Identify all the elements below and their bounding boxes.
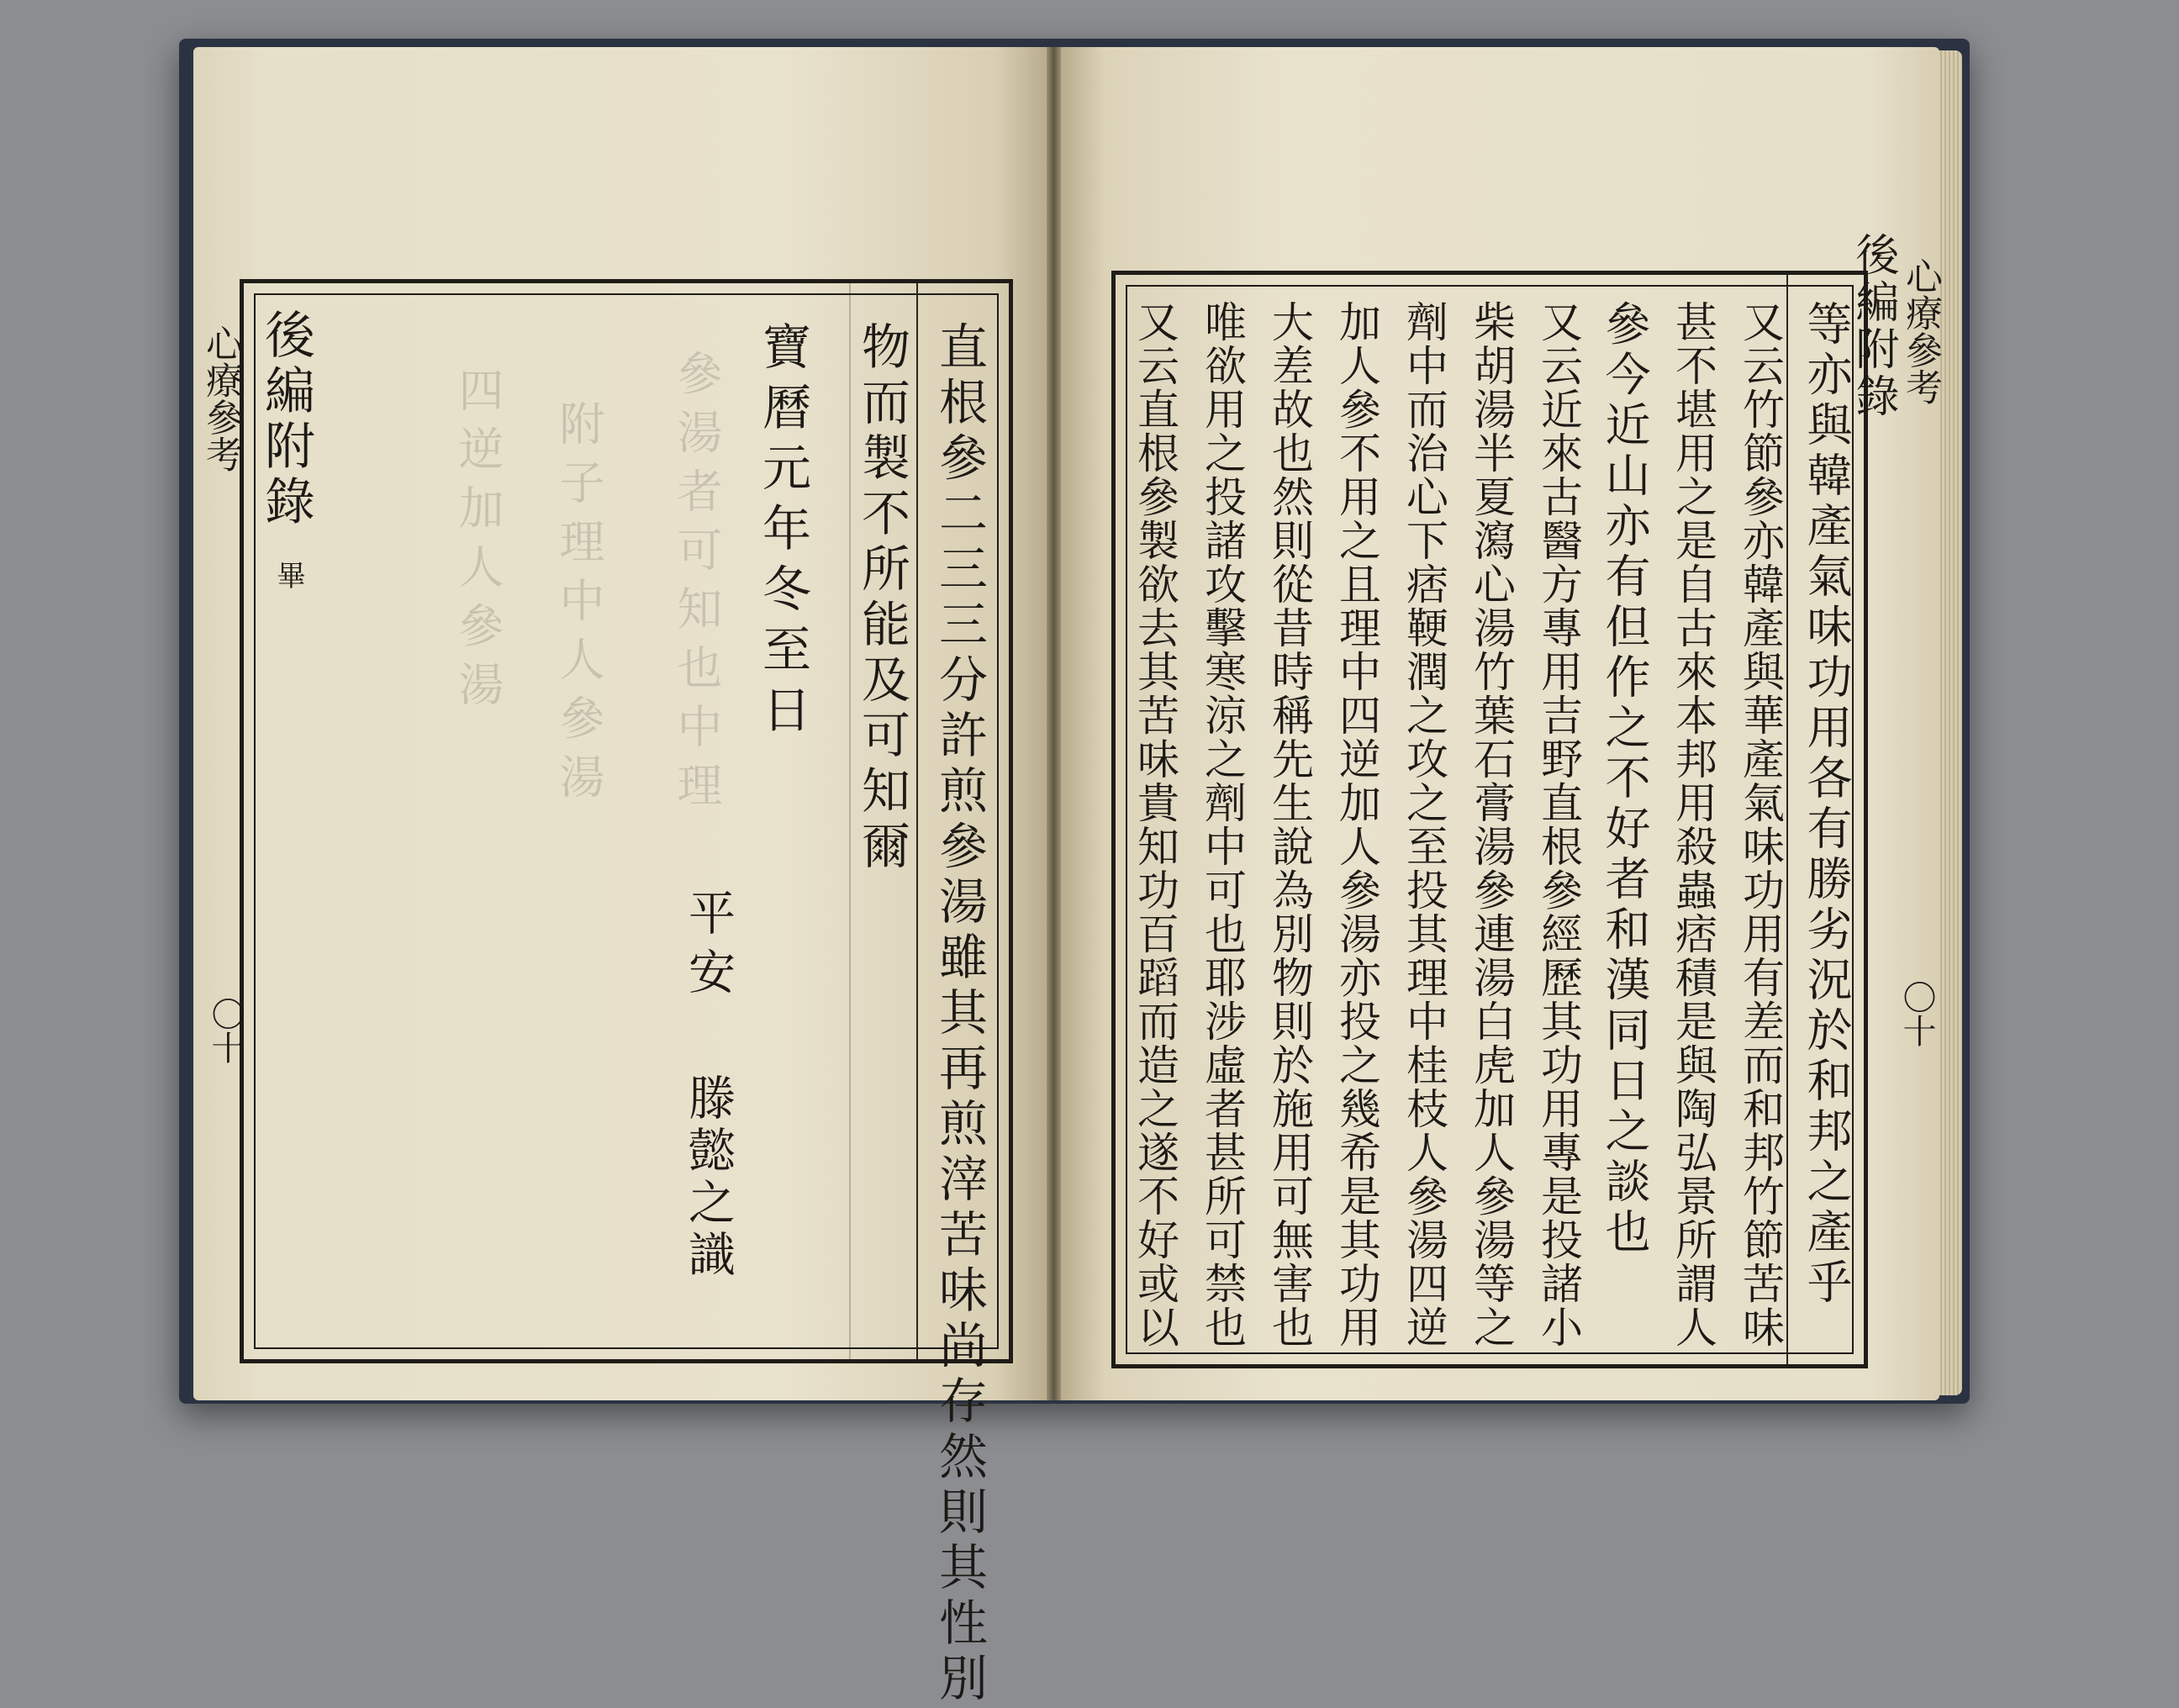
body-column-9: 大差故也然則從昔時稱先生說為別物則於施用可無害也 [1265,300,1314,1349]
page-heading: 後編附錄 [1848,232,1898,420]
column-rule [916,283,918,1359]
date-line: 寶曆元年冬至日 [754,321,811,745]
place-name: 平安 [681,888,736,1006]
bleed-through-text: 參湯者可知也中理 [670,350,723,820]
leaf-number: 〇十 [206,997,245,1064]
right-page [1061,47,1942,1400]
fore-edge-title: 心療參考 [1899,257,1942,405]
body-column-6: 柴胡湯半夏瀉心湯竹葉石膏湯參連湯白虎加人參湯等之 [1467,300,1516,1349]
appendix-title: 後編附錄 [256,308,315,530]
body-column-10: 唯欲用之投諸攻擊寒涼之劑中可也耶涉虛者甚所可禁也 [1198,300,1247,1349]
column-rule [1786,275,1788,1364]
left-page [193,47,1047,1708]
body-column-11: 又云直根參製欲去其苦味貴知功百蹈而造之遂不好或以 [1131,300,1179,1349]
end-mark: 畢 [272,561,305,589]
left-text-frame [240,279,1013,1708]
body-column-1: 等亦與韓產氣味功用各有勝劣況於和邦之產乎 [1800,300,1853,1309]
body-column-5: 又云近來古醫方專用吉野直根參經歷其功用專是投諸小 [1534,300,1583,1349]
book-gutter [1047,47,1061,1400]
leaf-number: 〇十 [1897,980,1936,1047]
body-column-1: 直根參二三三分許煎參湯雖其再煎滓苦味尚存然則其性別 [931,321,988,1708]
bleed-through-text: 四逆加人參湯 [451,366,504,720]
body-column-2: 又云竹節參亦韓產與華產氣味功用有差而和邦竹節苦味 [1736,300,1785,1349]
body-column-7: 劑中而治心下痞鞕潤之攻之至投其理中桂枝人參湯四逆 [1400,300,1448,1349]
column-rule [849,283,851,1359]
fore-edge-title: 心療參考 [199,324,242,472]
right-text-frame [1111,271,1868,1368]
bleed-through-text: 附子理中人參湯 [552,400,605,812]
body-column-4: 參今近山亦有但作之不好者和漢同日之談也 [1598,300,1651,1258]
body-column-2: 物而製不所能及可知爾 [853,321,910,876]
author-signature: 滕懿之識 [681,1073,736,1282]
body-column-8: 加人參不用之且理中四逆加人參湯亦投之幾希是其功用 [1332,300,1381,1349]
body-column-3: 甚不堪用之是自古來本邦用殺蟲痞積是與陶弘景所謂人 [1669,300,1717,1349]
